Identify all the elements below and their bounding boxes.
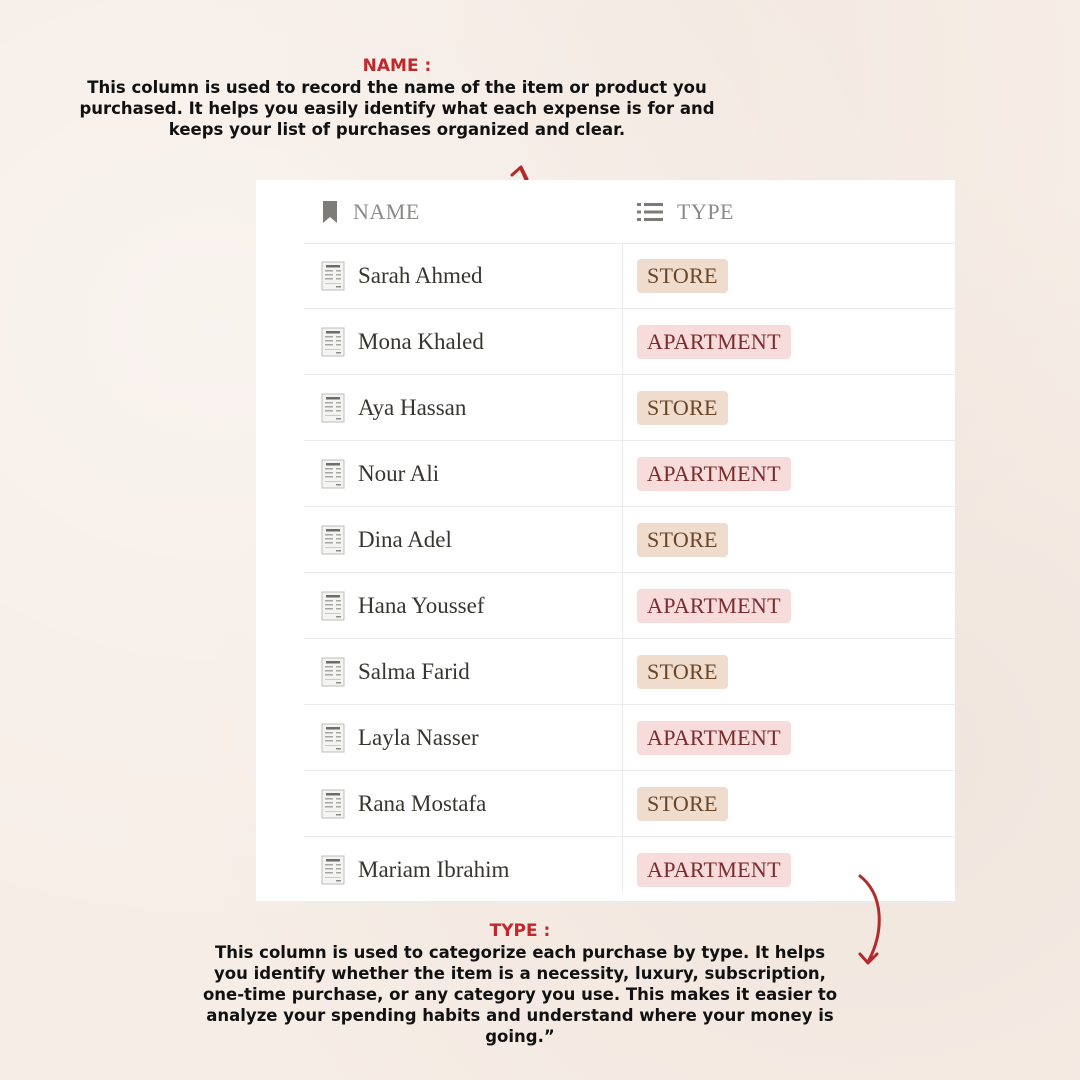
type-cell[interactable] [637,243,728,308]
name-cell-text: Aya Hassan [358,394,467,420]
name-cell[interactable] [321,573,485,638]
name-cell-text: Dina Adel [358,526,452,552]
name-cell[interactable] [321,375,466,440]
type-cell[interactable] [637,573,791,638]
name-cell-text: Mona Khaled [358,328,484,354]
type-cell[interactable] [637,507,728,572]
table-row[interactable] [304,375,955,441]
receipt-icon [321,525,345,555]
receipt-icon [321,393,345,423]
list-icon [637,201,663,223]
type-cell[interactable] [637,705,791,770]
column-header-name-label: NAME [353,198,420,224]
type-tag[interactable]: STORE [637,655,728,689]
name-cell[interactable] [321,837,509,902]
name-cell-text: Sarah Ahmed [358,262,483,288]
type-cell[interactable] [637,309,791,374]
table-row[interactable] [304,573,955,639]
receipt-icon [321,591,345,621]
name-cell-text: Salma Farid [358,658,470,684]
type-tag[interactable]: APARTMENT [637,721,791,755]
type-tag[interactable]: APARTMENT [637,325,791,359]
name-annotation-title: NAME : [362,56,432,76]
receipt-icon [321,855,345,885]
type-tag[interactable]: STORE [637,259,728,293]
expense-table [256,180,955,901]
name-cell-text: Layla Nasser [358,724,479,750]
table-row[interactable] [304,243,955,309]
name-annotation-line: This column is used to record the name of the item or product you [87,78,707,97]
type-annotation-title: TYPE : [489,921,551,941]
receipt-icon [321,657,345,687]
type-annotation-line: This column is used to categorize each purchase by type. It helps [214,943,826,962]
name-cell[interactable] [321,243,483,308]
name-annotation-line: purchased. It helps you easily identify what each expense is for and [79,99,715,118]
table-row[interactable] [304,309,955,375]
type-cell[interactable] [637,837,791,902]
type-tag[interactable]: APARTMENT [637,853,791,887]
name-column-annotation [70,56,724,140]
type-annotation-line: one-time purchase, or any category you use. This makes it easier to [202,985,838,1004]
bookmark-icon [321,200,339,224]
type-tag[interactable]: STORE [637,391,728,425]
name-cell[interactable] [321,771,486,836]
type-arrow-icon [845,868,895,973]
table-row[interactable] [304,771,955,837]
type-cell[interactable] [637,639,728,704]
receipt-icon [321,459,345,489]
name-cell-text: Mariam Ibrahim [358,856,510,882]
type-annotation-line: you identify whether the item is a necessity, luxury, subscription, [214,964,826,983]
receipt-icon [321,789,345,819]
type-tag[interactable]: STORE [637,787,728,821]
name-cell[interactable] [321,507,452,572]
type-tag[interactable]: APARTMENT [637,589,791,623]
table-row[interactable] [304,639,955,705]
table-row[interactable] [304,705,955,771]
table-header [304,180,955,244]
name-cell-text: Hana Youssef [358,592,485,618]
column-header-type[interactable] [637,180,734,243]
type-cell[interactable] [637,771,728,836]
type-tag[interactable]: APARTMENT [637,457,791,491]
name-cell[interactable] [321,441,439,506]
name-cell[interactable] [321,639,470,704]
receipt-icon [321,327,345,357]
column-header-name[interactable] [321,180,420,243]
type-cell[interactable] [637,441,791,506]
name-cell[interactable] [321,309,484,374]
type-annotation-line: analyze your spending habits and understand where your money is [206,1006,834,1025]
receipt-icon [321,261,345,291]
column-header-type-label: TYPE [677,198,734,224]
table-body [304,243,955,903]
table-row[interactable] [304,441,955,507]
receipt-icon [321,723,345,753]
name-cell-text: Nour Ali [358,460,440,486]
name-cell[interactable] [321,705,479,770]
type-annotation-line: going.” [485,1027,555,1046]
name-cell-text: Rana Mostafa [358,790,487,816]
name-annotation-line: keeps your list of purchases organized and clear. [168,120,626,139]
type-cell[interactable] [637,375,728,440]
type-tag[interactable]: STORE [637,523,728,557]
type-column-annotation [195,921,845,1047]
table-row[interactable] [304,507,955,573]
